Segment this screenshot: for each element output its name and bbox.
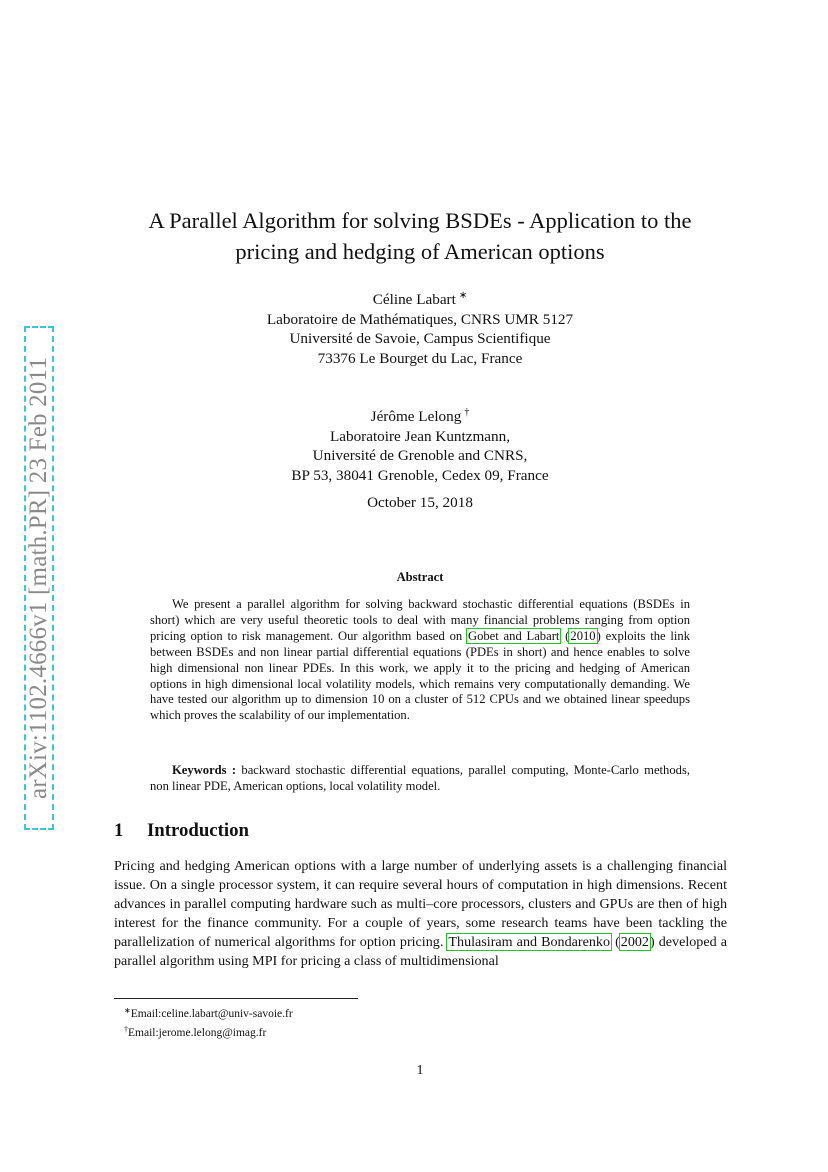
section-number: 1 (114, 820, 124, 841)
title-line-1: A Parallel Algorithm for solving BSDEs - Application to the (148, 208, 692, 233)
footnotes (124, 1003, 293, 1041)
section-heading (114, 820, 249, 842)
citation-link-authors[interactable]: Thulasiram and Bondarenko (448, 934, 610, 950)
abstract-heading: Abstract (396, 570, 444, 584)
citation-paren: ( (611, 934, 620, 950)
author-block-1 (120, 286, 720, 368)
affiliation-line: Université de Savoie, Campus Scientifique (289, 330, 551, 348)
abstract-text: We present a parallel algorithm for solving backward stochastic differential equations (BSDEs in short) which are very useful theoretic tools to deal with many financial problems ranging from option pricing option to risk management. Our algorithm based on (150, 597, 690, 643)
paper-date: October 15, 2018 (367, 494, 473, 511)
title-line-2: pricing and hedging of American options (235, 239, 605, 264)
body-text: ) developed a parallel algorithm using MPI for pricing a class of multidimensional (114, 934, 727, 969)
paper-title (100, 205, 740, 267)
affiliation-line: Université de Grenoble and CNRS, (312, 447, 528, 465)
citation-link-year[interactable]: 2002 (620, 934, 649, 950)
affiliation-line: Laboratoire de Mathématiques, CNRS UMR 5127 (266, 310, 574, 328)
author-name-1: Céline Labart (372, 291, 456, 308)
citation-link-year[interactable]: 2010 (570, 628, 596, 643)
footnote-mark-2[interactable]: † (464, 407, 470, 418)
keywords (150, 763, 690, 795)
affiliation-line: BP 53, 38041 Grenoble, Cedex 09, France (291, 466, 549, 484)
keywords-label: Keywords : (172, 763, 237, 777)
page-number: 1 (416, 1063, 424, 1078)
footnote-mark: ∗ (124, 1006, 131, 1015)
footnote-mark: † (124, 1025, 128, 1034)
author-name-2: Jérôme Lelong (370, 408, 462, 425)
footnote-item (124, 1003, 293, 1022)
abstract-body (150, 597, 690, 724)
introduction-body (114, 857, 727, 971)
arxiv-id-label[interactable]: arXiv:1102.4666v1 [math.PR] 23 Feb 2011 (25, 356, 52, 800)
body-text: Pricing and hedging American options with a large number of underlying assets is a challenging financial issue. On a single processor system, it can require several hours of computation in high dimensions. Recent advances in parallel computing hardware such as multi–core processors, clusters and GPUs are then of high interest for the finance community. For a couple of years, some research teams have been tackling the parallelization of numerical algorithms for option pricing. (114, 858, 727, 950)
abstract-text: ) exploits the link between BSDEs and non linear partial differential equations (PDEs in short) and hence enables to solve high dimensional non linear PDEs. In this work, we apply it to the pricing and hedging of American options in high dimensional local volatility models, which remains very computationally demanding. We have tested our algorithm up to dimension 10 on a cluster of 512 CPUs and we obtained linear speedups which proves the scalability of our implementation. (150, 628, 691, 723)
footnote-item (124, 1022, 293, 1041)
citation-paren: ( (560, 628, 570, 643)
footnote-text: Email:celine.labart@univ-savoie.fr (130, 1008, 293, 1020)
footnote-rule (114, 998, 358, 999)
section-title: Introduction (147, 820, 249, 841)
author-block-2 (120, 403, 720, 485)
affiliation-line: 73376 Le Bourget du Lac, France (317, 349, 523, 367)
footnote-text: Email:jerome.lelong@imag.fr (128, 1027, 267, 1039)
keywords-text: backward stochastic differential equations, parallel computing, Monte-Carlo methods, non linear PDE, American options, local volatility model. (150, 763, 690, 793)
footnote-mark-1[interactable]: ∗ (458, 290, 468, 301)
citation-link-authors[interactable]: Gobet and Labart (467, 628, 560, 643)
arxiv-stamp[interactable] (24, 326, 54, 830)
affiliation-line: Laboratoire Jean Kuntzmann, (329, 427, 511, 445)
